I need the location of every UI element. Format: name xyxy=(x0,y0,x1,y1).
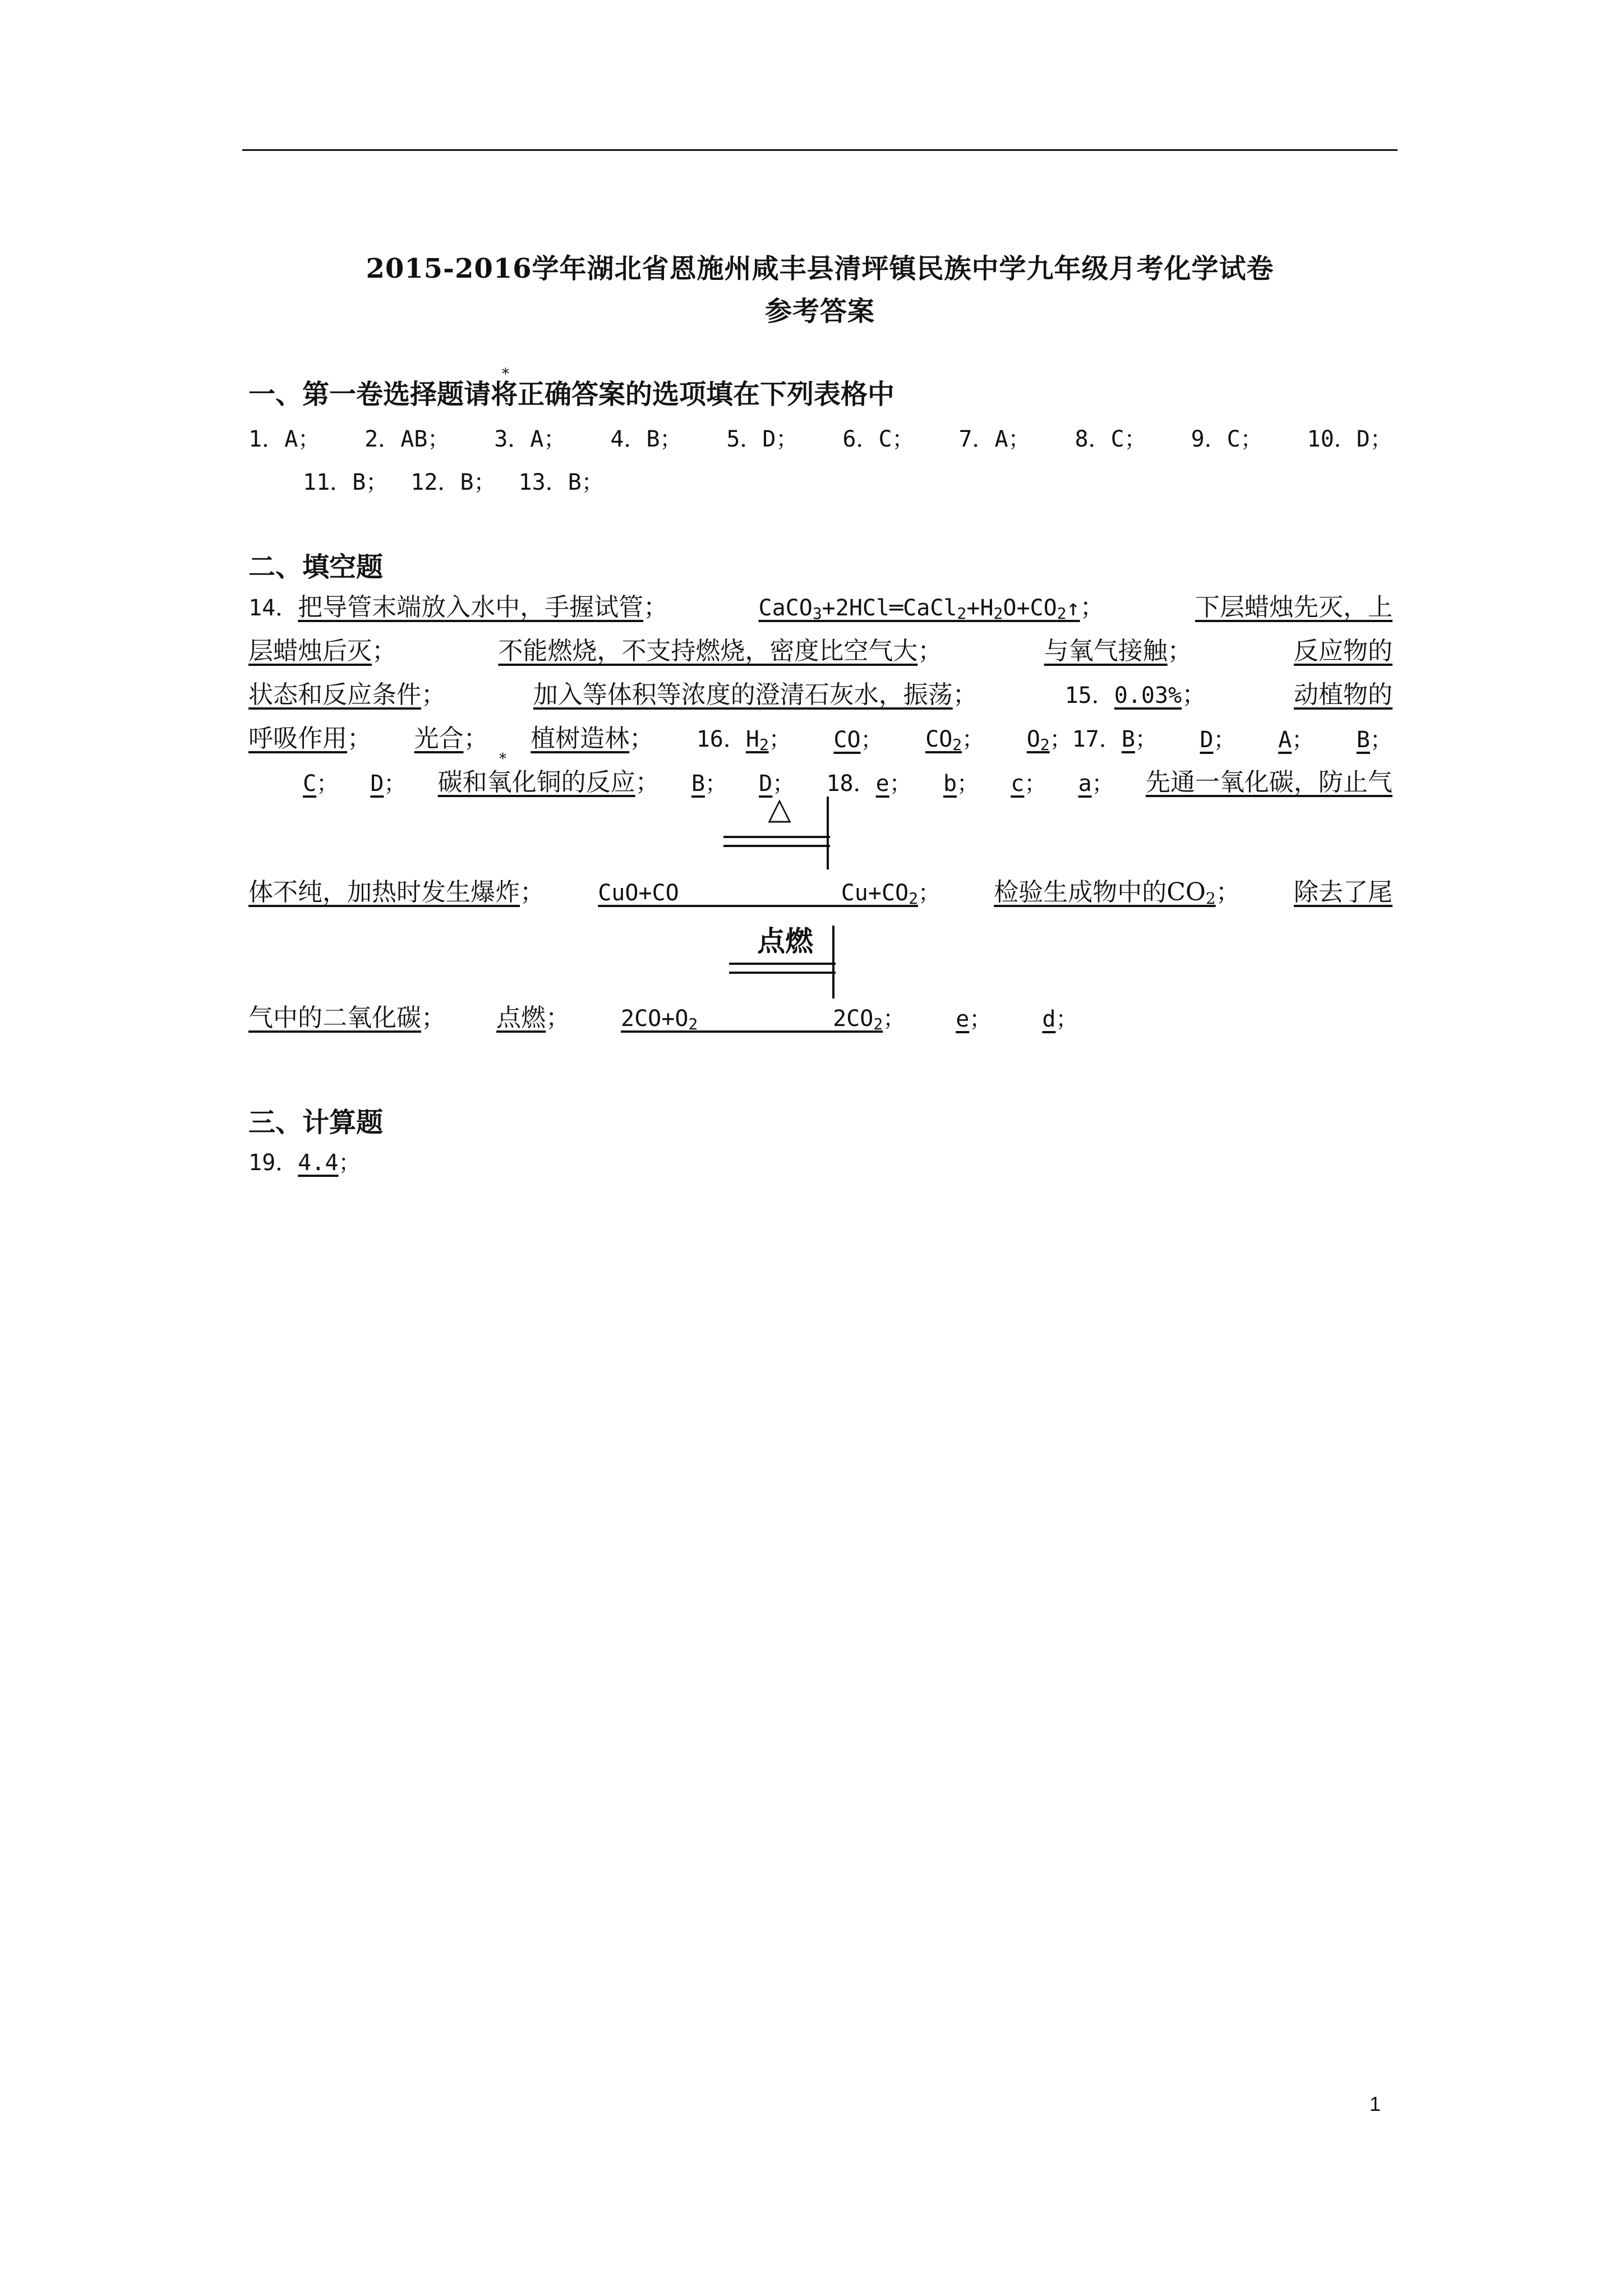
q15-answer-3: 光合 xyxy=(414,724,464,753)
answer-1: 1．A； xyxy=(248,426,321,452)
q16-answer-3: $CO_2$ xyxy=(925,726,962,754)
q17-answer-2: D xyxy=(1200,727,1214,753)
q16-answer-4: $O_2$ xyxy=(1026,726,1050,754)
answer-9: 9．C； xyxy=(1191,426,1263,452)
header-rule xyxy=(242,149,1398,151)
q14-answer-3b: 层蜡烛后灭 xyxy=(248,637,372,665)
q18-answer-5b: 体不纯，加热时发生爆炸 xyxy=(248,878,520,907)
q18-answer-8a: 除去了尾 xyxy=(1294,878,1393,907)
answer-3: 3．A； xyxy=(494,426,566,452)
answer-4: 4．B； xyxy=(610,426,683,452)
q15-answer-4: 植树造林 xyxy=(531,724,630,753)
q17-answer-5: C xyxy=(303,771,317,797)
q15-number: 15． xyxy=(1064,683,1114,708)
q14-equation: $CaCO_3+2HCl═CaCl_2+H_2O+CO_2↑$ xyxy=(758,595,1080,623)
q14-answer-4: 不能燃烧，不支持燃烧，密度比空气大 xyxy=(498,637,918,665)
stray-mark: * xyxy=(502,366,509,383)
section1-answers-line1 xyxy=(248,414,1393,453)
section1-heading: 一、第一卷选择题请将正确答案的选项填在下列表格中 xyxy=(248,379,895,410)
q14-answer-6a: 反应物的 xyxy=(1293,637,1393,665)
q14-answer-6b: 状态和反应条件 xyxy=(248,680,421,709)
page-number: 1 xyxy=(1370,2092,1381,2115)
q14-line2: 层蜡烛后灭； 不能燃烧，不支持燃烧，密度比空气大； 与氧气接触； 反应物的 xyxy=(248,627,1393,666)
q19-line: 19． 4.4； xyxy=(248,1138,1393,1177)
q17-answer-8: B xyxy=(691,771,705,797)
answer-13: 13．B； xyxy=(518,470,604,495)
q18-line6: 体不纯，加热时发生爆炸； CuO+CO $Cu+CO_2$； 检验生成物中的$CO_2$； 除去了尾 xyxy=(248,868,1393,908)
q18-answer-7: 检验生成物中的$CO_2$ xyxy=(994,878,1216,908)
answer-7: 7．A； xyxy=(958,426,1031,452)
ignite-label: 点燃 xyxy=(757,925,813,958)
q17-answer-6: D xyxy=(370,771,384,797)
q18-number: 18． xyxy=(826,771,876,797)
answer-2: 2．AB； xyxy=(365,426,450,452)
q19-answer-1: 4.4 xyxy=(298,1150,339,1176)
q14-line3: 状态和反应条件； 加入等体积等浓度的澄清石灰水，振荡； 15．0.03%； 动植物的 xyxy=(248,671,1393,710)
q14-line1: 14．把导管末端放入水中，手握试管； $CaCO_3+2HCl═CaCl_2+H_2O+CO_2↑$； 下层蜡烛先灭，上 xyxy=(248,583,1393,623)
q16-number: 16． xyxy=(696,726,746,752)
q18-answer-4: a xyxy=(1078,771,1092,797)
q18-answer-5a: 先通一氧化碳，防止气 xyxy=(1145,768,1393,797)
answer-11: 11．B； xyxy=(303,470,389,495)
q17-answer-1: B xyxy=(1121,726,1135,752)
q17-line5: C； D； 碳和氧化铜的反应； B； D； 18．e； b； c； a； 先通一氧化碳，防止气 xyxy=(303,758,1393,798)
q14-answer-5: 与氧气接触 xyxy=(1044,637,1168,665)
q18-line7: 气中的二氧化碳； 点燃； $2CO+O_2$ $2CO_2$； e； d； xyxy=(248,1004,1078,1033)
section1-answers-line2 xyxy=(303,457,1393,496)
q14-answer-3a: 下层蜡烛先灭，上 xyxy=(1195,593,1393,622)
answer-10: 10．D； xyxy=(1307,426,1393,452)
q16-answer-1: $H_2$ xyxy=(745,726,769,754)
q18-answer-1: e xyxy=(875,771,889,797)
section3-heading: 三、计算题 xyxy=(248,1107,384,1138)
q15-answer-2b: 呼吸作用 xyxy=(248,724,347,753)
q18-answer-11: d xyxy=(1042,1006,1056,1032)
q14-answer-7: 加入等体积等浓度的澄清石灰水，振荡 xyxy=(533,680,953,709)
q17-answer-7: 碳和氧化铜的反应 xyxy=(437,768,635,797)
q18-answer-9: 点燃 xyxy=(496,1004,546,1032)
answer-5: 5．D； xyxy=(726,426,799,452)
q18-answer-3: c xyxy=(1011,771,1025,797)
q18-equation-1: CuO+CO $Cu+CO_2$ xyxy=(598,880,918,908)
q18-answer-2: b xyxy=(943,771,957,797)
heat-symbol: △ xyxy=(768,791,791,826)
answer-8: 8．C； xyxy=(1075,426,1147,452)
q17-answer-3: A xyxy=(1278,727,1292,753)
q17-answer-4: B xyxy=(1356,727,1370,753)
q15-line4: 呼吸作用； 光合； 植树造林； 16．$H_2$； CO； $CO_2$； $O_2$；17．B； D； A； B； xyxy=(248,724,1393,754)
answer-6: 6．C； xyxy=(842,426,915,452)
document-subtitle: 参考答案 xyxy=(764,296,875,327)
q18-answer-8b: 气中的二氧化碳 xyxy=(248,1004,421,1032)
q15-answer-2a: 动植物的 xyxy=(1293,680,1393,709)
q17-answer-9: D xyxy=(759,771,773,797)
q14-number: 14． xyxy=(248,595,298,621)
q16-answer-2: CO xyxy=(833,727,861,753)
q17-number: 17． xyxy=(1072,726,1122,752)
q18-equation-2: $2CO+O_2$ $2CO_2$ xyxy=(621,1006,883,1033)
answer-12: 12．B； xyxy=(411,470,496,495)
document-title: 2015-2016学年湖北省恩施州咸丰县清坪镇民族中学九年级月考化学试卷 xyxy=(366,253,1274,284)
q18-answer-10: e xyxy=(956,1006,970,1032)
q15-answer-1: 0.03% xyxy=(1114,683,1182,708)
section2-heading: 二、填空题 xyxy=(248,551,384,583)
stray-mark: * xyxy=(499,751,506,767)
q19-number: 19． xyxy=(248,1150,298,1176)
q14-answer-1: 把导管末端放入水中，手握试管 xyxy=(298,593,644,622)
